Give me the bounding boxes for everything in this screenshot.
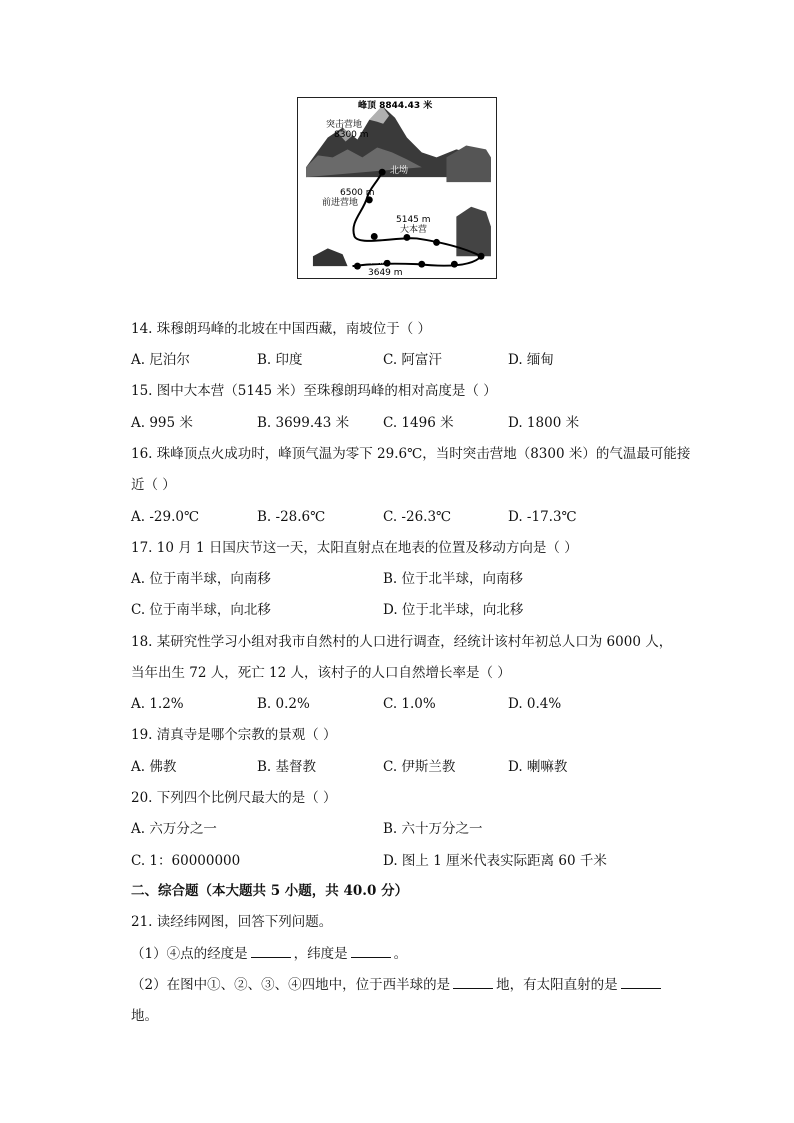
question-14-stem: 14. 珠穆朗玛峰的北坡在中国西藏，南坡位于（ ） <box>131 321 432 337</box>
question-21-stem: 21. 读经纬网图，回答下列问题。 <box>131 914 333 930</box>
q19-option-b[interactable]: B. 基督教 <box>257 759 317 775</box>
q15-option-a[interactable]: A. 995 米 <box>131 415 193 431</box>
q18-option-d[interactable]: D. 0.4% <box>508 696 562 712</box>
q17-option-c[interactable]: C. 位于南半球，向北移 <box>131 602 271 618</box>
advance-camp-name: 前进营地 <box>322 198 359 208</box>
q16-option-a[interactable]: A. -29.0℃ <box>131 509 200 525</box>
q21-p2-text-b: 地，有太阳直射的是 <box>496 977 618 993</box>
q20-option-c[interactable]: C. 1：60000000 <box>131 853 241 869</box>
question-16-stem-cont: 近（ ） <box>131 477 176 493</box>
q21-p1-blank-2[interactable] <box>351 945 391 958</box>
q15-option-d[interactable]: D. 1800 米 <box>508 415 580 431</box>
q20-option-a[interactable]: A. 六万分之一 <box>131 821 217 837</box>
q18-option-c[interactable]: C. 1.0% <box>383 696 436 712</box>
q21-part-1 <box>131 945 407 963</box>
advance-camp-alt: 6500 m <box>340 188 375 198</box>
question-18-stem: 18. 某研究性学习小组对我市自然村的人口进行调查，经统计该村年初总人口为 6000 人， <box>131 634 673 650</box>
question-19-stem: 19. 清真寺是哪个宗教的景观（ ） <box>131 727 337 743</box>
q16-option-b[interactable]: B. -28.6℃ <box>257 509 326 525</box>
section-2-title: 二、综合题（本大题共 5 小题，共 40.0 分） <box>131 883 409 899</box>
assault-camp-alt: 8300 m <box>334 130 369 140</box>
question-15-stem: 15. 图中大本营（5145 米）至珠穆朗玛峰的相对高度是（ ） <box>131 383 497 399</box>
q21-part-2 <box>131 976 664 994</box>
q14-option-d[interactable]: D. 缅甸 <box>508 352 554 368</box>
q21-part-2-cont: 地。 <box>131 1008 158 1024</box>
q21-p1-text-c: 。 <box>393 946 408 962</box>
q14-option-a[interactable]: A. 尼泊尔 <box>131 352 190 368</box>
q19-option-a[interactable]: A. 佛教 <box>131 759 177 775</box>
q21-p2-blank-2[interactable] <box>621 976 661 989</box>
north-col-label: 北坳 <box>390 166 409 176</box>
summit-label: 峰顶 8844.43 米 <box>358 101 433 111</box>
q21-p1-text-a: （1）④点的经度是 <box>131 946 248 962</box>
q21-p2-text-a: （2）在图中①、②、③、④四地中，位于西半球的是 <box>131 977 451 993</box>
question-17-stem: 17. 10 月 1 日国庆节这一天，太阳直射点在地表的位置及移动方向是（ ） <box>131 540 578 556</box>
q18-option-b[interactable]: B. 0.2% <box>257 696 310 712</box>
q21-p2-blank-1[interactable] <box>453 976 493 989</box>
lhasa-alt: 3649 m <box>368 268 403 278</box>
question-18-stem-cont: 当年出生 72 人，死亡 12 人，该村子的人口自然增长率是（ ） <box>131 665 511 681</box>
q18-option-a[interactable]: A. 1.2% <box>131 696 184 712</box>
question-20-stem: 20. 下列四个比例尺最大的是（ ） <box>131 790 337 806</box>
q20-option-b[interactable]: B. 六十万分之一 <box>383 821 483 837</box>
q21-p1-text-b: ，纬度是 <box>293 946 348 962</box>
q14-option-b[interactable]: B. 印度 <box>257 352 303 368</box>
q17-option-b[interactable]: B. 位于北半球，向南移 <box>383 571 524 587</box>
q21-p1-blank-1[interactable] <box>251 945 291 958</box>
question-16-stem: 16. 珠峰顶点火成功时，峰顶气温为零下 29.6℃，当时突击营地（8300 米）的气温最可能接 <box>131 446 691 462</box>
everest-route-figure <box>297 97 497 279</box>
q17-option-a[interactable]: A. 位于南半球，向南移 <box>131 571 271 587</box>
q17-option-d[interactable]: D. 位于北半球，向北移 <box>383 602 524 618</box>
q20-option-d[interactable]: D. 图上 1 厘米代表实际距离 60 千米 <box>383 853 607 869</box>
q16-option-d[interactable]: D. -17.3℃ <box>508 509 577 525</box>
q15-option-b[interactable]: B. 3699.43 米 <box>257 415 350 431</box>
assault-camp-name: 突击营地 <box>326 120 363 130</box>
q19-option-d[interactable]: D. 喇嘛教 <box>508 759 568 775</box>
q16-option-c[interactable]: C. -26.3℃ <box>383 509 452 525</box>
q15-option-c[interactable]: C. 1496 米 <box>383 415 454 431</box>
q14-option-c[interactable]: C. 阿富汗 <box>383 352 442 368</box>
lhasa-name: 拉萨 <box>370 256 389 266</box>
q19-option-c[interactable]: C. 伊斯兰教 <box>383 759 456 775</box>
base-camp-alt: 5145 m <box>396 215 431 225</box>
base-camp-name: 大本营 <box>400 225 428 235</box>
